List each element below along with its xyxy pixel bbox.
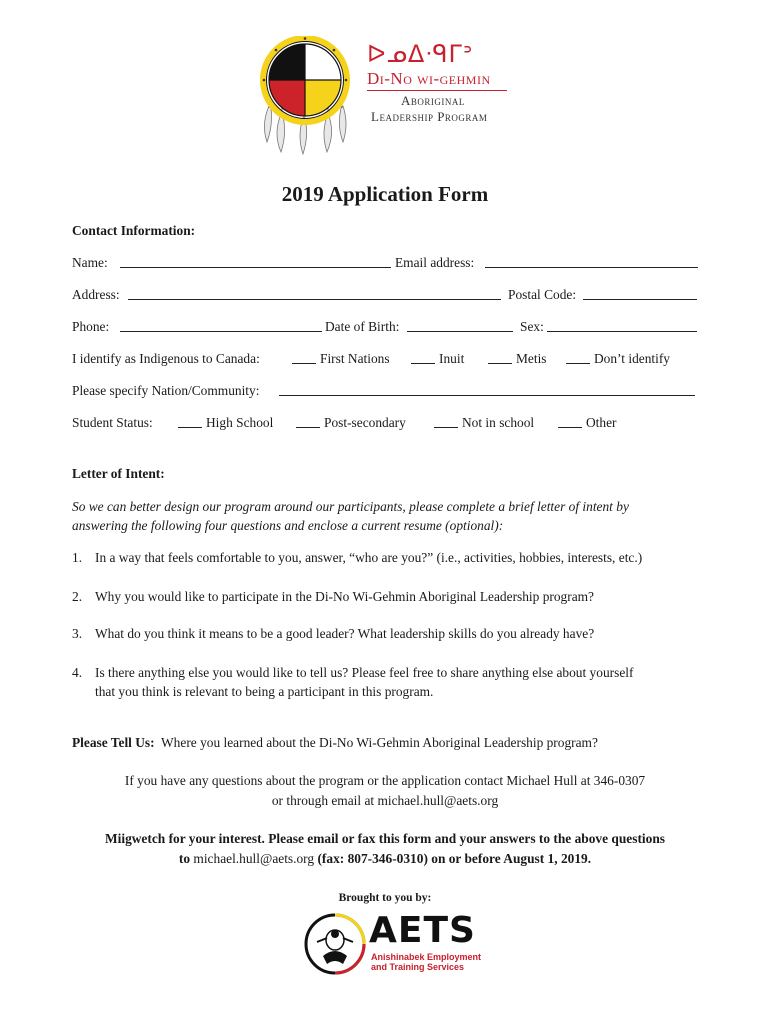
question-number: 2. [72, 589, 83, 604]
aets-logo [303, 910, 482, 976]
question-number: 4. [72, 665, 83, 680]
aets-name-line-2: and Training Services [371, 962, 465, 972]
question-text: Is there anything else you would like to tell us? Please feel free to share anything else about yourself [95, 665, 634, 680]
logo-divider [367, 90, 507, 91]
aets-wordmark: AETS [369, 910, 476, 951]
program-logo [255, 36, 515, 156]
question-text-continued: that you think is relevant to being a participant in this program. [95, 684, 434, 699]
aets-name-line-1: Anishinabek Employment [371, 952, 482, 962]
question-number: 1. [72, 550, 83, 565]
post-secondary-checkbox[interactable] [296, 416, 320, 428]
metis-checkbox[interactable] [488, 352, 512, 364]
program-name: Di-No wi-gehmin [367, 69, 491, 88]
sex-label: Sex: [520, 319, 544, 334]
sex-field[interactable] [547, 320, 697, 332]
contact-note-line-1: If you have any questions about the program or the application contact Michael Hull at 346-0307 [124, 773, 646, 788]
letter-intro-line-1: So we can better design our program around our participants, please complete a brief letter of intent by [72, 499, 629, 514]
student-status-label: Student Status: [72, 415, 153, 430]
other-option: Other [586, 415, 617, 430]
brought-by: Brought to you by: [338, 892, 432, 904]
question-text: Why you would like to participate in the Di-No Wi-Gehmin Aboriginal Leadership program? [95, 589, 595, 604]
question-text: In a way that feels comfortable to you, answer, “who are you?” (i.e., activities, hobbies, interests, etc.) [95, 550, 643, 565]
metis-option: Metis [516, 351, 547, 366]
name-field[interactable] [120, 256, 391, 268]
postal-code-label: Postal Code: [508, 287, 577, 302]
dob-field[interactable] [407, 320, 513, 332]
inuit-option: Inuit [439, 351, 465, 366]
phone-field[interactable] [120, 320, 322, 332]
dont-identify-option: Don’t identify [594, 351, 670, 366]
contact-note-line-2: or through email at michael.hull@aets.org [271, 793, 499, 808]
subtitle-line-2: Leadership Program [371, 109, 488, 124]
dont-identify-checkbox[interactable] [566, 352, 590, 364]
aets-emblem-icon [303, 912, 367, 976]
tell-us-label: Please Tell Us: [72, 735, 155, 750]
name-label: Name: [72, 255, 108, 270]
medicine-wheel-icon [255, 36, 355, 156]
form-title: 2019 Application Form [281, 182, 489, 206]
indigenous-label: I identify as Indigenous to Canada: [72, 351, 260, 366]
closing-prefix: to [178, 851, 191, 866]
question-number: 3. [72, 626, 83, 641]
subtitle-line-1: Aboriginal [401, 93, 465, 108]
dob-label: Date of Birth: [325, 319, 400, 334]
syllabics-title: ᐅᓄᐃᐧᑫᒥᐣ [367, 42, 474, 68]
address-label: Address: [72, 287, 120, 302]
email-field[interactable] [485, 256, 698, 268]
first-nations-option: First Nations [320, 351, 390, 366]
contact-heading: Contact Information: [72, 223, 196, 238]
nation-label: Please specify Nation/Community: [72, 383, 260, 398]
nation-field[interactable] [279, 384, 695, 396]
high-school-checkbox[interactable] [178, 416, 202, 428]
closing-suffix: (fax: 807-346-0310) on or before August 1, 2019. [317, 851, 592, 866]
inuit-checkbox[interactable] [411, 352, 435, 364]
closing-line-2 [0, 851, 770, 867]
not-in-school-checkbox[interactable] [434, 416, 458, 428]
postal-code-field[interactable] [583, 288, 697, 300]
tell-us-line [72, 735, 598, 751]
high-school-option: High School [206, 415, 274, 430]
question-text: What do you think it means to be a good leader? What leadership skills do you already have? [95, 626, 595, 641]
phone-label: Phone: [72, 319, 110, 334]
not-in-school-option: Not in school [462, 415, 535, 430]
post-secondary-option: Post-secondary [324, 415, 406, 430]
email-label: Email address: [395, 255, 475, 270]
first-nations-checkbox[interactable] [292, 352, 316, 364]
other-checkbox[interactable] [558, 416, 582, 428]
address-field[interactable] [128, 288, 501, 300]
letter-intro-line-2: answering the following four questions and enclose a current resume (optional): [72, 518, 504, 533]
tell-us-text: Where you learned about the Di-No Wi-Gehmin Aboriginal Leadership program? [161, 735, 598, 750]
closing-line-1: Miigwetch for your interest. Please email or fax this form and your answers to the above questions [104, 831, 665, 846]
closing-email[interactable]: michael.hull@aets.org [193, 851, 315, 866]
letter-heading: Letter of Intent: [72, 466, 165, 481]
